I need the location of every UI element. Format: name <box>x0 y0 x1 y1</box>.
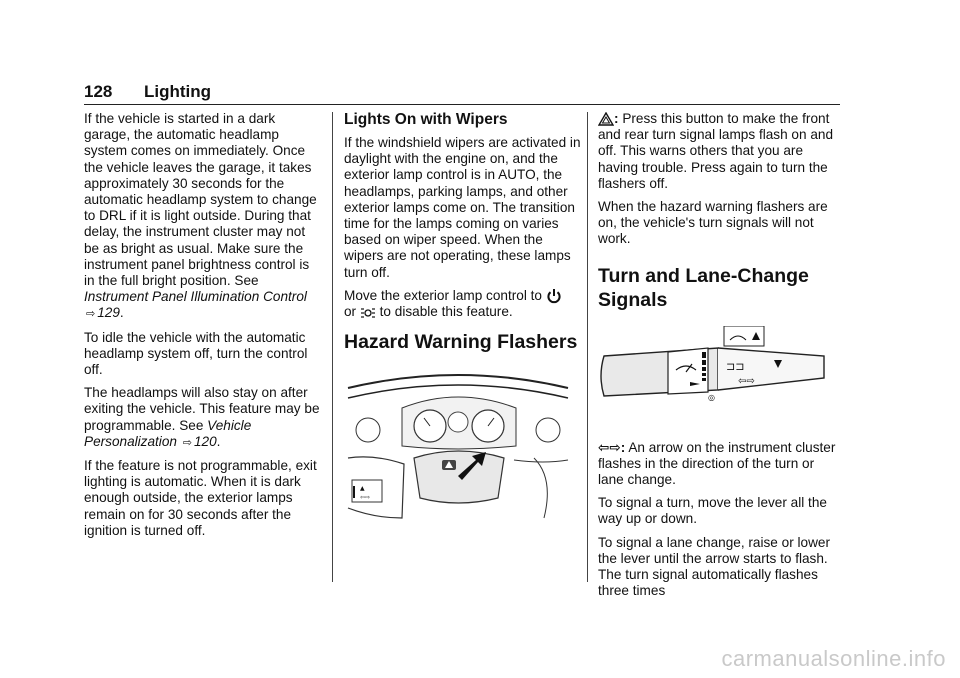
paragraph-signal-lane-change: To signal a lane change, raise or lower the lever until the arrow starts to flash. The turn signal automatically flashes three times <box>598 534 830 599</box>
reference-page-120[interactable]: 120 <box>193 433 217 449</box>
parking-lamp-icon <box>360 306 376 320</box>
section-title: Lighting <box>144 82 212 101</box>
turn-arrows-icon: ⇦⇨ <box>598 439 621 455</box>
heading-hazard-warning-flashers: Hazard Warning Flashers <box>344 331 578 354</box>
reference-link-personalization[interactable]: Vehicle Personalization <box>84 417 252 449</box>
page-header <box>84 82 840 105</box>
reference-page-129[interactable]: 129 <box>97 305 120 321</box>
column-middle <box>344 111 582 546</box>
svg-text:◎: ◎ <box>708 392 715 402</box>
paragraph-not-programmable: If the feature is not programmable, exit lighting is automatic. When it is dark enough outside, the exterior lamps remain on for 30 seconds after the ignition is turned off. <box>84 458 317 538</box>
svg-text:⇦⇨: ⇦⇨ <box>738 375 755 387</box>
column-divider-1 <box>332 112 333 582</box>
paragraph-idle: To idle the vehicle with the automatic headlamp system off, turn the control off. <box>84 329 308 378</box>
heading-turn-lane-change: Turn and Lane-Change Signals <box>598 264 809 311</box>
svg-text:⇦⇨: ⇦⇨ <box>360 494 371 502</box>
turn-signal-lever-illustration <box>598 326 830 430</box>
page-reference-arrow-icon: ⇨ <box>86 308 96 321</box>
hazard-dashboard-illustration <box>344 368 572 536</box>
paragraph-exit-lighting: The headlamps will also stay on after exiting the vehicle. This feature may be programmable. See Vehicle Personalization ⇨ 120. <box>84 385 320 449</box>
watermark: carmanualsonline.info <box>721 646 946 671</box>
paragraph-turn-arrow: ⇦⇨: An arrow on the instrument cluster flashes in the direction of the turn or lane change. <box>598 439 836 488</box>
paragraph-disable: Move the exterior lamp control to or to disable this feature. <box>344 288 582 321</box>
paragraph-hazard-button: : Press this button to make the front and rear turn signal lamps flash on and off. This warns others that you are having trouble. Press again to turn the flashers off. <box>598 111 834 191</box>
column-left <box>84 111 322 546</box>
paragraph-hazard-note: When the hazard warning flashers are on, the vehicle's turn signals will not work. <box>598 199 828 247</box>
column-divider-2 <box>587 112 588 582</box>
svg-text:⊐⊐: ⊐⊐ <box>726 359 745 373</box>
column-right <box>598 111 840 606</box>
paragraph-signal-turn: To signal a turn, move the lever all the way up or down. <box>598 495 827 527</box>
hazard-triangle-icon <box>598 112 614 126</box>
svg-text:▲: ▲ <box>360 485 365 493</box>
page-number: 128 <box>84 82 113 101</box>
page-reference-arrow-icon: ⇨ <box>182 436 192 449</box>
power-icon <box>546 288 562 304</box>
paragraph-dark-garage: If the vehicle is started in a dark garage, the automatic headlamp system comes on immediately. Once the vehicle leaves the garage, it takes approximately 30 seconds for the automatic headlamp system to change to DRL if it is light outside. During that delay, the instrument cluster may not be as bright as usual. Make sure the instrument panel brightness control is in the full bright position. See Instrument Panel Illumination Control ⇨ 129. <box>84 111 317 321</box>
heading-lights-on-with-wipers: Lights On with Wipers <box>344 111 508 128</box>
reference-link-illumination[interactable]: Instrument Panel Illumination Control <box>84 289 307 305</box>
paragraph-wipers: If the windshield wipers are activated in daylight with the engine on, and the exterior lamp control is in AUTO, the headlamps, parking lamps, and other exterior lamps come on. The transition time for the lamps coming on varies based on wiper speed. When the wipers are not operating, these lamps turn off. <box>344 135 581 280</box>
